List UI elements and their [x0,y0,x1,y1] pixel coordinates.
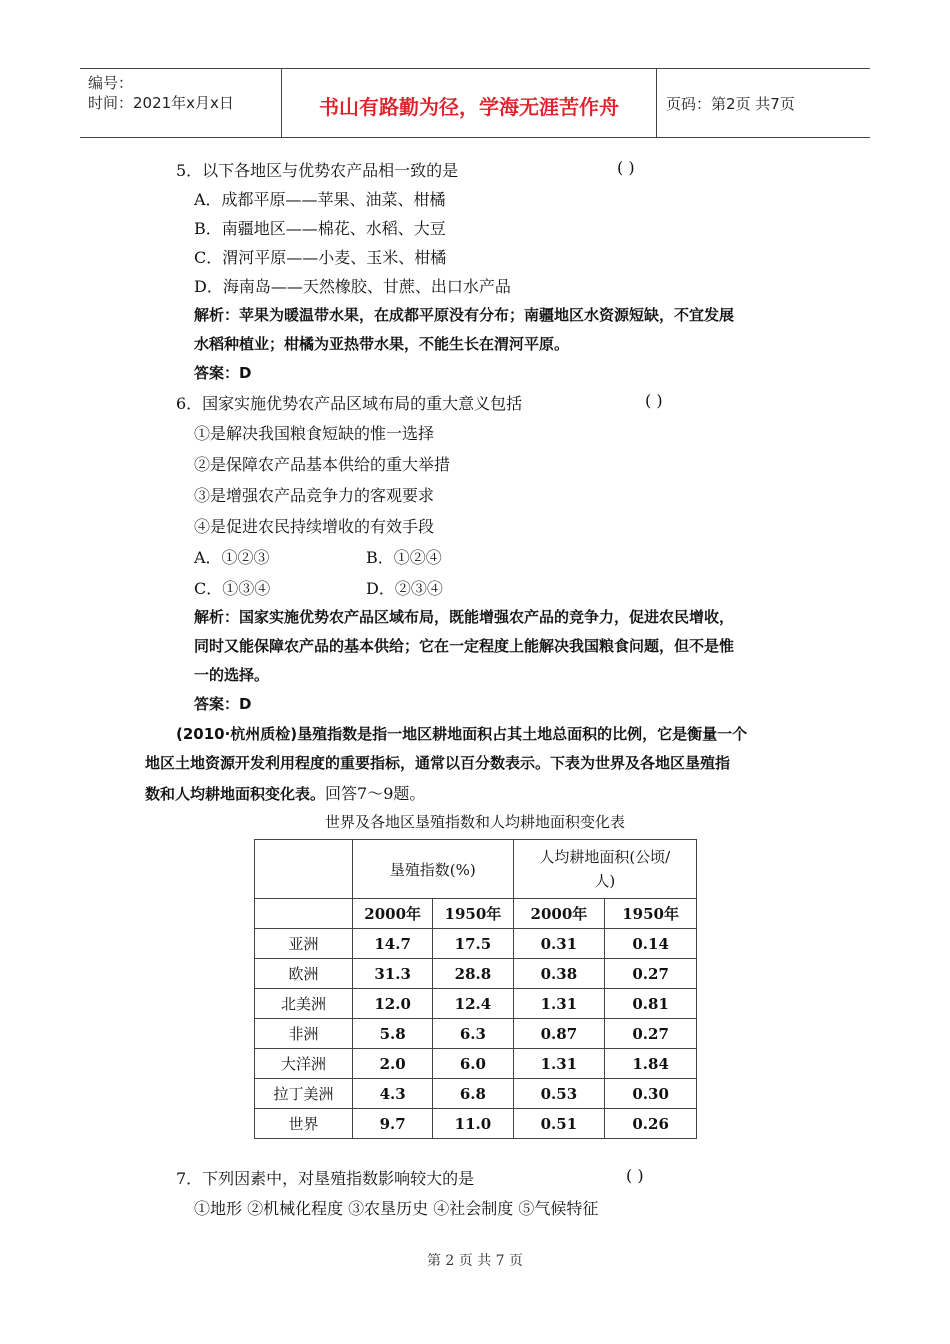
value-cell: 0.87 [513,1019,605,1049]
value-cell: 0.30 [605,1079,697,1109]
value-cell: 14.7 [353,929,433,959]
value-cell: 1.31 [513,989,605,1019]
table-row [255,1049,697,1079]
value-cell: 9.7 [353,1109,433,1139]
header-left [88,73,234,113]
q6-option-d: D．②③④ [366,579,443,598]
year-header: 2000年 [513,899,605,929]
year-header: 1950年 [605,899,697,929]
value-cell: 0.51 [513,1109,605,1139]
value-cell: 5.8 [353,1019,433,1049]
header-divider [656,69,657,137]
table-row [255,1109,697,1139]
q7-factors: ①地形 ②机械化程度 ③农垦历史 ④社会制度 ⑤气候特征 [194,1199,599,1218]
region-cell: 非洲 [255,1019,353,1049]
q6-answer-paren: ( ) [645,391,663,410]
q5-answer-paren: ( ) [617,158,635,177]
value-cell: 0.27 [605,959,697,989]
table-corner-cell [255,840,353,899]
table-row [255,1079,697,1109]
q6-option-c: C．①③④ [194,579,271,598]
year-header: 1950年 [433,899,513,929]
value-cell: 0.31 [513,929,605,959]
value-cell: 6.3 [433,1019,513,1049]
value-cell: 6.0 [433,1049,513,1079]
region-cell: 世界 [255,1109,353,1139]
table-row [255,989,697,1019]
value-cell: 12.0 [353,989,433,1019]
value-cell: 17.5 [433,929,513,959]
q5-option-d: D．海南岛——天然橡胶、甘蔗、出口水产品 [194,277,511,296]
region-cell: 大洋洲 [255,1049,353,1079]
value-cell: 2.0 [353,1049,433,1079]
page-footer: 第 2 页 共 7 页 [426,1253,524,1269]
table-caption: 世界及各地区垦殖指数和人均耕地面积变化表 [324,813,625,831]
region-cell: 北美洲 [255,989,353,1019]
region-cell: 欧洲 [255,959,353,989]
q6-option-b: B．①②④ [366,548,442,567]
group-header-line: 人均耕地面积(公顷/ [539,848,671,866]
q6-answer: 答案：D [194,695,252,713]
value-cell: 0.26 [605,1109,697,1139]
q6-analysis-line: 同时又能保障农产品的基本供给；它在一定程度上能解决我国粮食问题，但不是惟 [194,637,735,655]
header-page-info: 页码：第2页 共7页 [666,95,795,113]
intro-line: 地区土地资源开发利用程度的重要指标，通常以百分数表示。下表为世界及各地区垦殖指 [145,754,731,772]
page-header [80,68,870,138]
serial-label: 编号： [88,74,134,92]
value-cell: 4.3 [353,1079,433,1109]
region-cell: 亚洲 [255,929,353,959]
data-table [254,839,697,1139]
table-corner-cell [255,899,353,929]
q6-analysis-line: 解析：国家实施优势农产品区域布局，既能增强农产品的竞争力，促进农民增收， [194,608,735,626]
group-header-reclamation: 垦殖指数(%) [353,840,514,899]
q5-answer: 答案：D [194,364,252,382]
group-header-arable-per-capita [513,840,696,899]
table-row [255,929,697,959]
value-cell: 0.14 [605,929,697,959]
q6-item-3: ③是增强农产品竞争力的客观要求 [194,486,435,505]
date-label: 时间：2021年x月x日 [88,94,234,112]
q5-analysis-line: 水稻种植业；柑橘为亚热带水果，不能生长在渭河平原。 [194,335,570,353]
intro-line: (2010·杭州质检)垦殖指数是指一地区耕地面积占其土地总面积的比例，它是衡量一个 [176,725,748,743]
q6-stem: 6．国家实施优势农产品区域布局的重大意义包括 [176,394,523,413]
region-cell: 拉丁美洲 [255,1079,353,1109]
value-cell: 1.84 [605,1049,697,1079]
table-row [255,1019,697,1049]
q5-analysis-line: 解析：苹果为暖温带水果，在成都平原没有分布；南疆地区水资源短缺，不宜发展 [194,306,735,324]
value-cell: 12.4 [433,989,513,1019]
q5-stem: 5．以下各地区与优势农产品相一致的是 [176,161,459,180]
header-motto: 书山有路勤为径，学海无涯苦作舟 [319,95,619,119]
value-cell: 0.38 [513,959,605,989]
intro-line-last [145,781,425,804]
value-cell: 1.31 [513,1049,605,1079]
q5-option-b: B．南疆地区——棉花、水稻、大豆 [194,219,446,238]
q7-stem: 7．下列因素中，对垦殖指数影响较大的是 [176,1169,475,1188]
q5-option-c: C．渭河平原——小麦、玉米、柑橘 [194,248,447,267]
group-header-line: 人) [594,872,616,890]
q6-item-1: ①是解决我国粮食短缺的惟一选择 [194,424,435,443]
intro-tail: 回答7～9题。 [325,784,426,803]
q5-option-a: A．成都平原——苹果、油菜、柑橘 [194,190,446,209]
q6-item-4: ④是促进农民持续增收的有效手段 [194,517,435,536]
value-cell: 11.0 [433,1109,513,1139]
value-cell: 31.3 [353,959,433,989]
intro-line-text: 数和人均耕地面积变化表。 [145,785,326,803]
q6-option-a: A．①②③ [194,548,270,567]
value-cell: 28.8 [433,959,513,989]
value-cell: 0.27 [605,1019,697,1049]
value-cell: 0.81 [605,989,697,1019]
q6-analysis-line: 一的选择。 [194,666,270,684]
year-header: 2000年 [353,899,433,929]
value-cell: 0.53 [513,1079,605,1109]
q6-item-2: ②是保障农产品基本供给的重大举措 [194,455,451,474]
q7-answer-paren: ( ) [626,1166,644,1185]
value-cell: 6.8 [433,1079,513,1109]
table-row [255,959,697,989]
